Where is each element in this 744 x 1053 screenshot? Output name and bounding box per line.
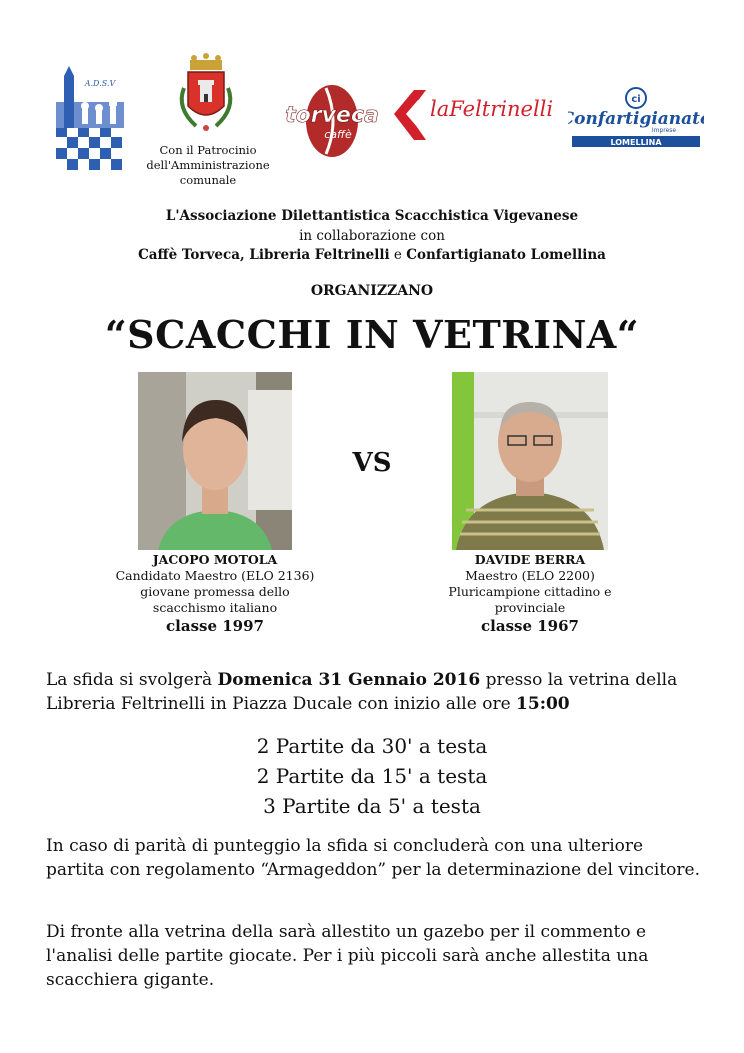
torveca-logo-text: torveca: [285, 103, 379, 128]
partners-a: Caffè Torveca, Libreria Feltrinelli: [138, 247, 390, 263]
announcement-text-b: presso la vetrina della Libreria Feltrinelli in Piazza Ducale con inizio alle ore: [46, 670, 678, 714]
adsv-logo-text: A.D.S.V: [84, 79, 116, 88]
patrocinio-line: dell'Amministrazione: [146, 158, 270, 172]
partners-and: e: [389, 247, 407, 263]
patrocinio-caption: [138, 143, 278, 188]
feltrinelli-logo-text: laFeltrinelli: [430, 97, 554, 121]
player-info-line: scacchismo italiano: [152, 600, 278, 615]
player-card-motola: [90, 552, 340, 636]
player-card-berra: [405, 552, 655, 636]
games-list: [0, 731, 744, 821]
torveca-logo-subtext: caffè: [324, 128, 352, 141]
player-info-line: Maestro (ELO 2200): [465, 568, 595, 583]
event-title: “SCACCHI IN VETRINA“: [104, 312, 640, 357]
player-info-line: Pluricampione cittadino e: [448, 584, 612, 599]
confartigianato-band-text: LOMELLINA: [610, 138, 662, 147]
organizer-partners: [0, 247, 744, 263]
confartigianato-logo-sub: Imprese: [651, 127, 677, 134]
torveca-caffe-logo: [282, 82, 382, 160]
player-photo-motola: [138, 372, 292, 550]
organizer-association: L'Associazione Dilettantistica Scacchistica Vigevanese: [165, 208, 579, 224]
player-info-line: provinciale: [494, 600, 566, 615]
patrocinio-line: Con il Patrocinio: [159, 143, 257, 157]
game-format: 2 Partite da 15' a testa: [256, 764, 488, 788]
player-class: classe 1997: [166, 617, 264, 635]
player-info-line: giovane promessa dello: [140, 584, 290, 599]
tiebreak-paragraph: In caso di parità di punteggio la sfida si concluderà con una ulteriore partita con regolamento “Armageddon” per la determinazione del vincitore.: [46, 836, 700, 880]
announcement-text-a: La sfida si svolgerà: [46, 670, 218, 690]
patrocinio-line: comunale: [179, 173, 237, 187]
game-format: 3 Partite da 5' a testa: [263, 794, 481, 818]
vigevano-coat-of-arms-icon: [170, 48, 242, 140]
confartigianato-logo: [568, 86, 704, 148]
event-time: 15:00: [516, 694, 570, 714]
svg-text:ci: ci: [631, 94, 641, 105]
player-class: classe 1967: [481, 617, 579, 635]
partners-b: Confartigianato Lomellina: [406, 247, 606, 263]
player-info-line: Candidato Maestro (ELO 2136): [115, 568, 315, 583]
game-format: 2 Partite da 30' a testa: [256, 734, 488, 758]
event-date: Domenica 31 Gennaio 2016: [217, 670, 481, 690]
announcement-paragraph: [46, 668, 706, 716]
organizzano-heading: ORGANIZZANO: [310, 283, 434, 299]
adsv-chess-logo: [56, 66, 124, 172]
gazebo-paragraph: Di fronte alla vetrina della sarà allestito un gazebo per il commento e l'analisi delle partite giocate. Per i più piccoli sarà anche allestita una scacchiera gigante.: [46, 922, 649, 990]
player-name: JACOPO MOTOLA: [152, 552, 278, 567]
confartigianato-logo-text: Confartigianato: [568, 109, 704, 129]
organizer-collab: in collaborazione con: [299, 228, 445, 244]
versus-label: VS: [352, 448, 392, 478]
player-photo-berra: [452, 372, 608, 550]
player-name: DAVIDE BERRA: [474, 552, 586, 567]
feltrinelli-logo: [392, 84, 562, 144]
